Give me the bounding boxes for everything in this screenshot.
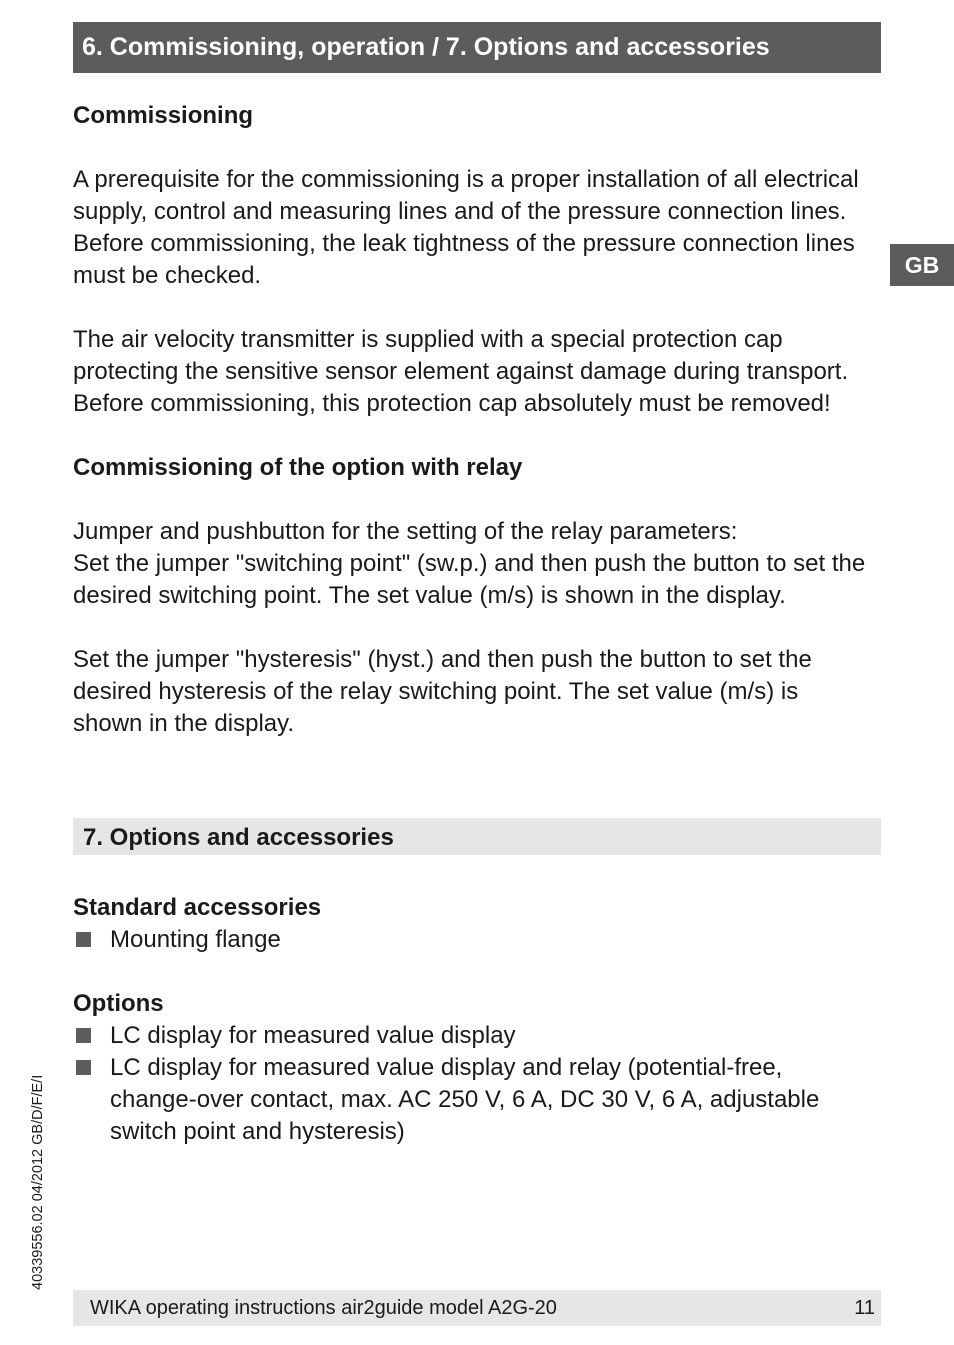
- page-footer: [73, 1290, 881, 1326]
- list-item: Mounting flange: [73, 924, 873, 956]
- standard-accessories-list: [73, 924, 873, 956]
- commissioning-paragraph-1: A prerequisite for the commissioning is a proper installation of all electrical supply, control and measuring lines and of the pressure connection lines. Before commissioning, the leak tightness of the pressure connection lines must be checked.: [73, 166, 859, 289]
- commissioning-heading: Commissioning: [73, 102, 254, 129]
- relay-paragraph-1-line-1: Jumper and pushbutton for the setting of the relay parameters:: [73, 518, 738, 545]
- bullet-square-icon: [76, 932, 91, 947]
- bullet-square-icon: [76, 1060, 91, 1075]
- document-code: 40339556.02 04/2012 GB/D/F/E/I: [30, 1074, 46, 1290]
- relay-heading: Commissioning of the option with relay: [73, 454, 523, 481]
- page-number: 11: [854, 1296, 875, 1319]
- bullet-square-icon: [76, 1028, 91, 1043]
- footer-text: WIKA operating instructions air2guide model A2G-20: [90, 1296, 557, 1319]
- options-heading: Options: [73, 990, 164, 1017]
- page-header-title: 6. Commissioning, operation / 7. Options and accessories: [82, 33, 770, 61]
- page-header-bar: [73, 22, 881, 73]
- section-7-title: 7. Options and accessories: [83, 824, 394, 851]
- list-item: LC display for measured value display and relay (potential-free, change-over contact, max. AC 250 V, 6 A, DC 30 V, 6 A, adjustable switch point and hysteresis): [73, 1052, 873, 1148]
- language-tab: GB: [890, 244, 954, 286]
- relay-paragraph-1-line-2: Set the jumper "switching point" (sw.p.) and then push the button to set the desired switching point. The set value (m/s) is shown in the display.: [73, 550, 866, 609]
- section-7-title-bar: [73, 818, 881, 855]
- page-content: [73, 100, 873, 1148]
- list-item: LC display for measured value display: [73, 1020, 873, 1052]
- standard-accessories-heading: Standard accessories: [73, 894, 322, 921]
- options-list: [73, 1020, 873, 1148]
- commissioning-paragraph-2: The air velocity transmitter is supplied with a special protection cap protecting the sensitive sensor element against damage during transport. Before commissioning, this protection cap absolutely must be removed!: [73, 326, 849, 417]
- relay-paragraph-2: Set the jumper "hysteresis" (hyst.) and then push the button to set the desired hysteresis of the relay switching point. The set value (m/s) is shown in the display.: [73, 646, 812, 737]
